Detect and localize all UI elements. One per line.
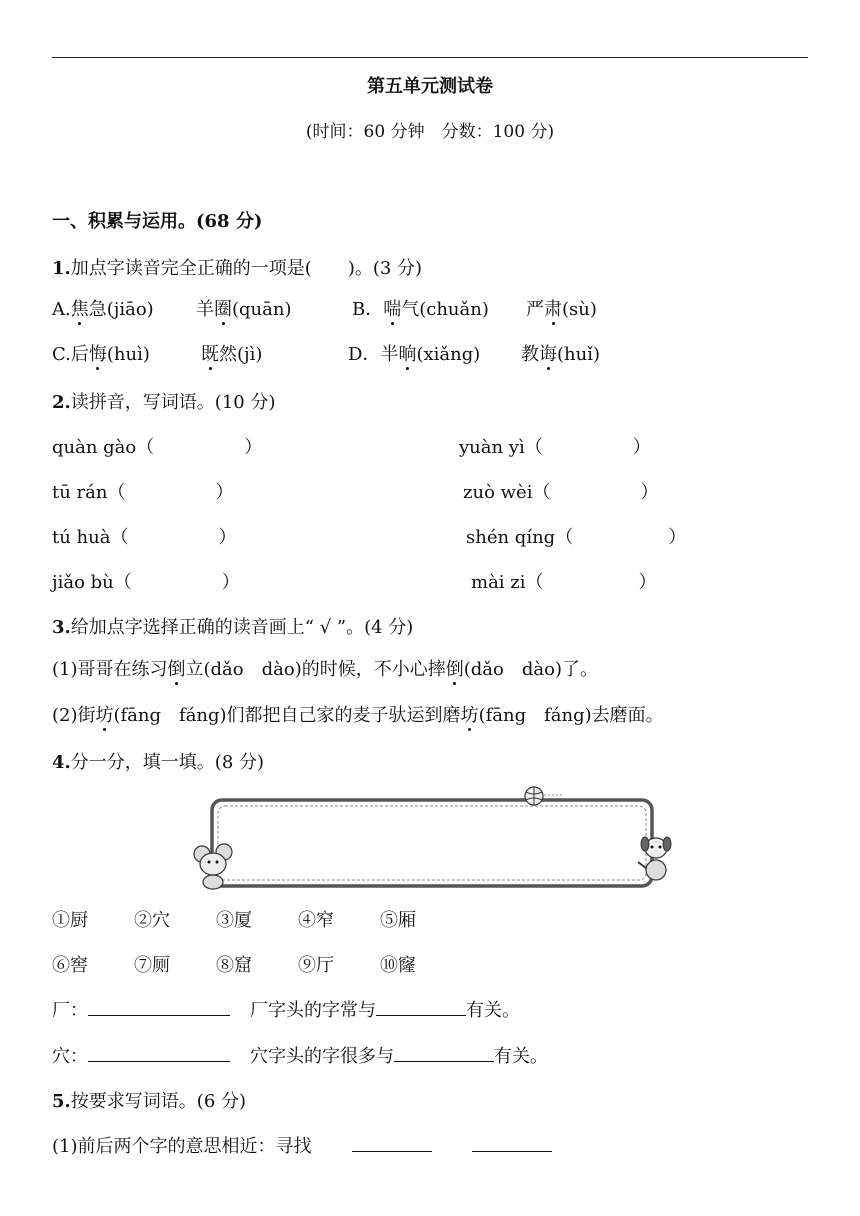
paren-close: ）	[638, 572, 657, 593]
question-number: 3.	[52, 617, 71, 638]
character-option: ①厨	[52, 910, 88, 931]
question-text: 读拼音，写词语。(10 分)	[70, 392, 276, 413]
fill-text: 有关。	[494, 1046, 548, 1067]
page-title: 第五单元测试卷	[367, 76, 493, 97]
option-text: (sù)	[562, 299, 597, 320]
character-option: ②穴	[134, 910, 170, 931]
option-text: 羊	[196, 299, 214, 320]
dotted-char: 悔	[88, 344, 107, 365]
paren-open: （	[107, 482, 126, 503]
question-number: 5.	[52, 1091, 71, 1112]
option-text: (xiǎng)	[416, 344, 481, 365]
question-text: 分一分，填一填。(8 分)	[70, 752, 265, 773]
fill-label: 厂：	[52, 1000, 88, 1021]
question-number: 2.	[52, 392, 71, 413]
answer-blank[interactable]	[352, 1133, 432, 1152]
paren-close: ）	[640, 482, 659, 503]
pinyin-item	[52, 568, 240, 594]
option-c	[52, 340, 150, 366]
option-label: D．	[348, 344, 381, 365]
paren-open: （	[136, 437, 155, 458]
pinyin-item	[459, 433, 651, 459]
option-text: 半	[380, 344, 399, 365]
answer-blank[interactable]	[394, 1043, 494, 1062]
character-box-illustration	[190, 786, 675, 890]
option-c-word2	[201, 340, 262, 366]
option-d-word2	[521, 340, 600, 366]
option-text: 然(jì)	[219, 344, 263, 365]
character-option: ⑤厢	[380, 910, 416, 931]
option-text: 后	[70, 344, 89, 365]
character-option: ④窄	[298, 910, 334, 931]
paren-close: ）	[218, 527, 237, 548]
dotted-char: 喘	[383, 299, 402, 320]
fill-text: 厂字头的字常与	[250, 1000, 376, 1021]
question-5-sentence-1	[52, 1132, 552, 1158]
answer-blank[interactable]	[376, 997, 466, 1016]
pinyin-item	[52, 478, 233, 504]
paren-open: （	[524, 437, 543, 458]
sentence-text: (dǎo dào)了。	[463, 659, 598, 680]
pinyin: jiǎo bù	[52, 572, 114, 593]
character-option: ⑩窿	[380, 955, 416, 976]
option-text: 急(jiāo)	[88, 299, 154, 320]
fill-line-xue	[52, 1042, 548, 1068]
top-rule	[52, 57, 808, 58]
paren-close: ）	[221, 572, 240, 593]
dotted-char: 诲	[539, 344, 557, 365]
character-option: ⑥窖	[52, 955, 88, 976]
option-a	[52, 295, 154, 321]
option-text: (quān)	[232, 299, 292, 320]
question-3-sentence-1	[52, 655, 598, 681]
pinyin-item	[471, 568, 657, 594]
pinyin-item	[463, 478, 658, 504]
option-a-word2	[196, 295, 291, 321]
page-subtitle: (时间：60 分钟 分数：100 分)	[305, 122, 555, 142]
paren-open: （	[525, 572, 544, 593]
section-heading: 一、积累与运用。(68 分)	[52, 211, 263, 232]
paren-close: ）	[668, 527, 687, 548]
dotted-char: 既	[201, 344, 219, 365]
pinyin: shén qíng	[466, 527, 556, 548]
sentence-text: (1)前后两个字的意思相近：寻找	[52, 1136, 312, 1157]
character-option: ⑨厅	[298, 955, 334, 976]
answer-blank[interactable]	[88, 997, 230, 1016]
option-text: (huì)	[106, 344, 150, 365]
paren-close: ）	[215, 482, 234, 503]
sentence-text: 立(dǎo dào)的时候，不小心摔	[185, 659, 446, 680]
pinyin-item	[52, 433, 262, 459]
fill-label: 穴：	[52, 1046, 88, 1067]
fill-text: 有关。	[466, 1000, 520, 1021]
question-number: 1.	[52, 258, 71, 279]
paren-open: （	[532, 482, 551, 503]
paren-open: （	[110, 527, 129, 548]
pinyin-item	[466, 523, 686, 549]
option-d	[348, 340, 480, 366]
paren-open: （	[555, 527, 574, 548]
character-row-2	[52, 951, 462, 977]
sentence-text: (fāng fáng)们都把自己家的麦子驮运到磨	[113, 705, 461, 726]
character-option: ⑦厕	[134, 955, 170, 976]
answer-blank[interactable]	[472, 1133, 552, 1152]
dotted-char: 坊	[460, 705, 479, 726]
pinyin: tū rán	[52, 482, 108, 503]
dotted-char: 倒	[167, 659, 186, 680]
option-b	[352, 295, 489, 321]
question-text: 给加点字选择正确的读音画上“ √ ”。(4 分)	[70, 617, 414, 638]
character-option: ⑧窟	[216, 955, 252, 976]
option-label: C.	[52, 344, 71, 365]
character-option: ③厦	[216, 910, 252, 931]
pinyin-item	[52, 523, 236, 549]
question-3	[52, 613, 413, 639]
dotted-char: 圈	[214, 299, 232, 320]
dotted-char: 倒	[445, 659, 464, 680]
character-box	[190, 786, 675, 890]
paren-close: ）	[632, 437, 651, 458]
question-text: 按要求写词语。(6 分)	[70, 1091, 247, 1112]
option-label: B．	[352, 299, 384, 320]
pinyin: zuò wèi	[463, 482, 533, 503]
dotted-char: 晌	[398, 344, 417, 365]
answer-blank[interactable]	[88, 1043, 230, 1062]
dotted-char: 坊	[95, 705, 114, 726]
sentence-text: (fāng fáng)去磨面。	[478, 705, 664, 726]
dotted-char: 肃	[544, 299, 562, 320]
question-5	[52, 1087, 246, 1113]
pinyin: mài zi	[471, 572, 526, 593]
option-b-word2	[526, 295, 597, 321]
question-3-sentence-2	[52, 701, 664, 727]
pinyin: tú huà	[52, 527, 111, 548]
fill-line-chang	[52, 996, 520, 1022]
dotted-char: 焦	[70, 299, 89, 320]
sentence-text: (1)哥哥在练习	[52, 659, 168, 680]
question-number: 4.	[52, 752, 71, 773]
paren-open: （	[113, 572, 132, 593]
pinyin: quàn gào	[52, 437, 137, 458]
question-1	[52, 254, 422, 280]
question-2	[52, 388, 275, 414]
character-row-1	[52, 906, 462, 932]
option-text: 气(chuǎn)	[401, 299, 489, 320]
question-text: 加点字读音完全正确的一项是( )。(3 分)	[70, 258, 423, 279]
option-text: 教	[521, 344, 539, 365]
option-text: (huǐ)	[557, 344, 600, 365]
sentence-text: (2)街	[52, 705, 96, 726]
option-label: A.	[52, 299, 71, 320]
option-text: 严	[526, 299, 544, 320]
paren-close: ）	[244, 437, 263, 458]
question-4	[52, 748, 264, 774]
fill-text: 穴字头的字很多与	[250, 1046, 394, 1067]
pinyin: yuàn yì	[459, 437, 525, 458]
